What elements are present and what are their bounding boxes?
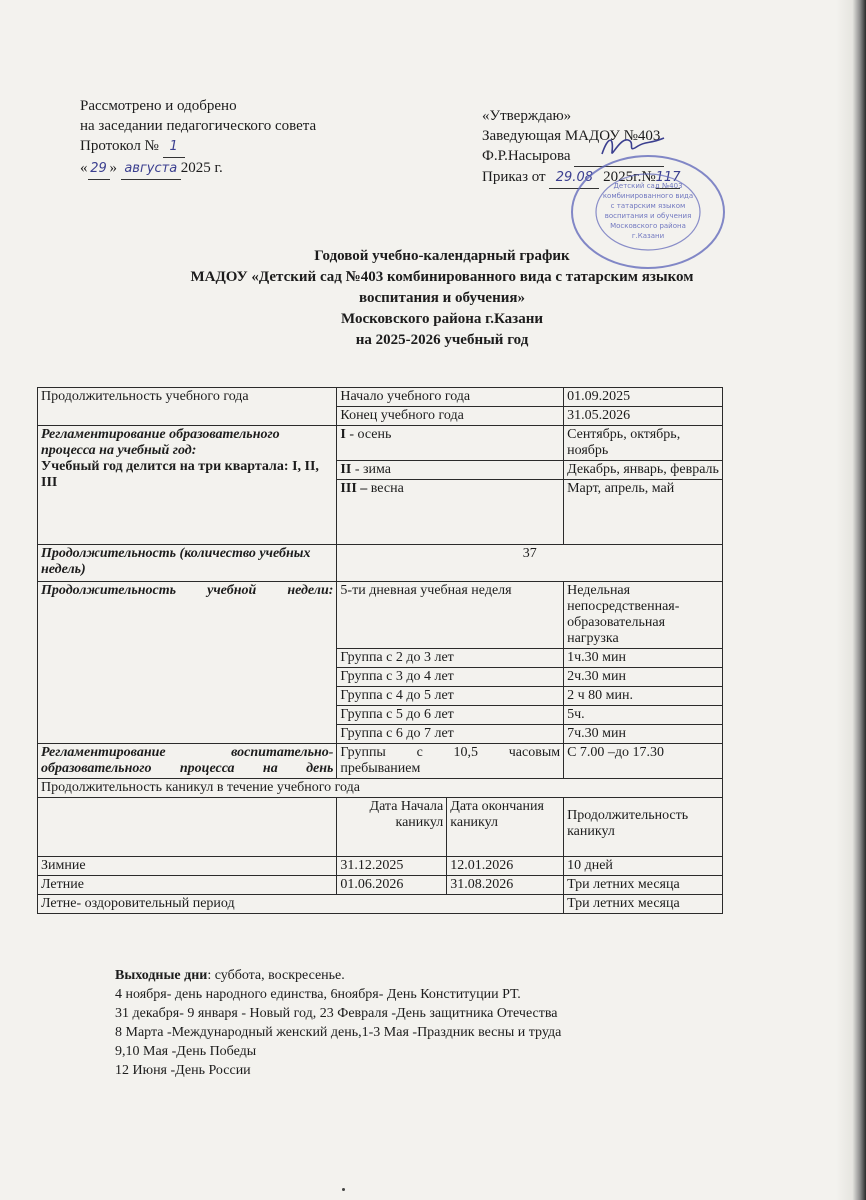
days-off-value: : суббота, воскресенье.: [207, 968, 345, 983]
holiday-name: Зимние: [38, 857, 337, 876]
holiday-start: 31.12.2025: [337, 857, 447, 876]
holiday-start: 01.06.2026: [337, 876, 447, 895]
holiday-line: 9,10 Мая -День Победы: [115, 1044, 257, 1059]
title-line-1: Годовой учебно-календарный график: [314, 248, 570, 264]
title-line-4: Московского района г.Казани: [340, 311, 543, 327]
holiday-end: 31.08.2026: [447, 876, 564, 895]
quarter-3-name: весна: [367, 481, 404, 496]
holidays-section-title: Продолжительность каникул в течение учебного года: [38, 779, 723, 798]
regulation-year-italic: Регламентирование образовательного процесса на учебный год:: [41, 427, 280, 458]
week-type: 5-ти дневная учебная неделя: [337, 582, 564, 649]
quarter-2-name: - зима: [351, 462, 391, 477]
group-load: 7ч.30 мин: [564, 725, 723, 744]
group-load: 2ч.30 мин: [564, 668, 723, 687]
year-start-label: Начало учебного года: [337, 388, 564, 407]
group-load: 1ч.30 мин: [564, 649, 723, 668]
group-age: Группа с 6 до 7 лет: [337, 725, 564, 744]
group-age: Группа с 4 до 5 лет: [337, 687, 564, 706]
group-load: 5ч.: [564, 706, 723, 725]
group-age: Группа с 5 до 6 лет: [337, 706, 564, 725]
group-load: 2 ч 80 мин.: [564, 687, 723, 706]
title-line-2: МАДОУ «Детский сад №403 комбинированного вида с татарским языком: [190, 269, 694, 285]
approve-heading: «Утверждаю»: [482, 108, 572, 124]
order-year: 2025г.№: [603, 169, 656, 185]
approval-left-line2: на заседании педагогического совета: [80, 118, 317, 134]
stamp-line-2: комбинированного вида: [602, 192, 694, 200]
stamp-line-6: г.Казани: [631, 232, 665, 240]
table-row: [38, 876, 723, 895]
page-edge-shadow: [836, 0, 866, 1200]
year-end-value: 31.05.2026: [564, 407, 723, 426]
table-row: [38, 798, 723, 857]
days-off-label: Выходные дни: [115, 968, 208, 983]
quarter-1: [337, 426, 564, 461]
holiday-name: Летние: [38, 876, 337, 895]
table-row: [38, 744, 723, 779]
date-open-quote: «: [80, 160, 88, 176]
summer-health-value: Три летних месяца: [564, 895, 723, 914]
protocol-number: 1: [163, 137, 185, 158]
order-number: 117: [656, 168, 681, 189]
holiday-duration: 10 дней: [564, 857, 723, 876]
title-line-5: на 2025-2026 учебный год: [355, 332, 529, 348]
summer-health-label: Летне- оздоровительный период: [38, 895, 564, 914]
quarter-3-months: Март, апрель, май: [564, 480, 723, 545]
table-row: [38, 388, 723, 407]
table-row: [38, 582, 723, 649]
stamp-line-5: Московского района: [610, 222, 686, 230]
regulation-year-label: [38, 426, 337, 545]
order-label: Приказ от: [482, 169, 546, 185]
holidays-col-start: Дата Начала каникул: [337, 798, 447, 857]
days-off-line: [115, 966, 561, 985]
head-name: Ф.Р.Насырова: [482, 148, 571, 164]
quarter-1-num: I: [340, 427, 346, 442]
holiday-line: 4 ноября- день народного единства, 6ноября- День Конституции РТ.: [115, 987, 521, 1002]
days-off-block: [115, 966, 561, 1080]
year-end-label: Конец учебного года: [337, 407, 564, 426]
regulation-day-hours: С 7.00 –до 17.30: [564, 744, 723, 779]
quarter-3-num: III –: [340, 481, 368, 496]
holiday-end: 12.01.2026: [447, 857, 564, 876]
table-row: [38, 779, 723, 798]
quarter-2: [337, 461, 564, 480]
scan-dot: [342, 1188, 345, 1191]
holiday-line: 8 Марта -Международный женский день,1-3 Мая -Праздник весны и труда: [115, 1025, 562, 1040]
approval-left-block: [80, 96, 316, 180]
year-duration-label: Продолжительность учебного года: [38, 388, 337, 426]
holiday-line: 31 декабря- 9 января - Новый год, 23 Февраля -День защитника Отечества: [115, 1006, 558, 1021]
load-header: Недельная непосредственная-образовательная нагрузка: [564, 582, 723, 649]
group-age: Группа с 2 до 3 лет: [337, 649, 564, 668]
stamp-line-3: с татарским языком: [610, 202, 686, 210]
holidays-col-duration: Продолжительность каникул: [564, 798, 723, 857]
weeks-count-value: 37: [337, 545, 723, 582]
year-start-value: 01.09.2025: [564, 388, 723, 407]
schedule-table: [37, 387, 723, 914]
regulation-day-groups: Группы с 10,5 часовым пребыванием: [337, 744, 564, 779]
stamp-line-1: Детский сад №403: [613, 182, 683, 190]
document-title: [140, 246, 744, 351]
regulation-year-bold: Учебный год делится на три квартала: I, II, III: [41, 459, 319, 490]
order-date: 29.08: [549, 168, 599, 189]
quarter-2-months: Декабрь, январь, февраль: [564, 461, 723, 480]
head-position: Заведующая МАДОУ №403: [482, 128, 661, 144]
holidays-header-empty: [38, 798, 337, 857]
date-close-quote: »: [109, 160, 117, 176]
stamp-line-4: воспитания и обучения: [604, 212, 692, 220]
holiday-line: 12 Июня -День России: [115, 1063, 251, 1078]
protocol-line: [80, 136, 316, 158]
table-row: [38, 895, 723, 914]
table-row: [38, 426, 723, 461]
weeks-count-label: Продолжительность (количество учебных недель): [38, 545, 337, 582]
quarter-1-months: Сентябрь, октябрь, ноябрь: [564, 426, 723, 461]
quarter-2-num: II: [340, 462, 352, 477]
date-day: 29: [88, 159, 110, 180]
table-row: [38, 545, 723, 582]
holiday-duration: Три летних месяца: [564, 876, 723, 895]
week-length-label: Продолжительность учебной недели:: [38, 582, 337, 744]
table-row: [38, 857, 723, 876]
date-month: августа: [121, 159, 181, 180]
title-line-3: воспитания и обучения»: [359, 290, 525, 306]
approval-left-line1: Рассмотрено и одобрено: [80, 98, 237, 114]
holidays-col-end: Дата окончания каникул: [447, 798, 564, 857]
protocol-label: Протокол №: [80, 138, 159, 154]
quarter-1-name: - осень: [345, 427, 392, 442]
group-age: Группа с 3 до 4 лет: [337, 668, 564, 687]
quarter-3: [337, 480, 564, 545]
protocol-date-line: [80, 158, 316, 180]
date-year: 2025 г.: [180, 160, 223, 176]
regulation-day-label: Регламентирование воспитательно-образовательного процесса на день: [38, 744, 337, 779]
